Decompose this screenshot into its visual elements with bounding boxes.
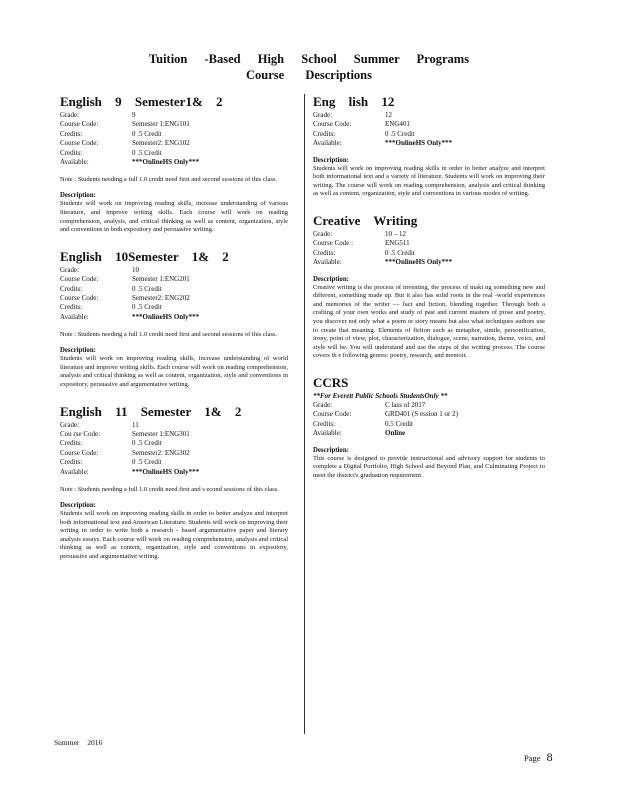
footer-date: Summer 2016	[54, 738, 103, 747]
info-row: Available: ***OnlineHS Only***	[313, 258, 453, 267]
course-description: This course is designed to provide instructional and advisory support for students to complete a Digital Portfolio, High School and Beyond Plan, and Culminating Project to meet the district's graduation requirement.	[313, 454, 545, 479]
course-title: CCRS	[313, 374, 349, 390]
course-title: English 9 Semester1& 2	[60, 94, 223, 109]
description-label: Description:	[313, 275, 349, 283]
description-label: Description:	[60, 347, 96, 355]
page-header	[0, 52, 618, 83]
course-description: Creative writing is the process of inventing, the process of maki ng something new and different, something made up. But it also has solid roots in the real -world experiences and memories of the writer — fact and fiction, blending together. Through both a crafting of your own works and study of past and current masters of prose and poetry, you discover not only what a poem or story means but also what techniques authors use to create that meaning. Elements of fiction such as metaphor, simile, personification, irony, point of view, plot, characterization, dialogue, scene, narration, theme, voice, and style will be. You will understand and use the steps of the writing process. The course covers th e following genres: poetry, research, and memoir.	[313, 283, 545, 360]
course-creative-writing	[313, 213, 545, 361]
course-description: Students will work on improving reading skills, increase understanding of various literature, and improve writing skills. Each course will work on reading comprehension, analysis, and critical thinking as well as content, organization, style and conventions in both expository and persuasive writing.	[60, 200, 288, 234]
right-column	[313, 94, 545, 494]
description-label: Description:	[60, 502, 96, 510]
course-ccrs	[313, 375, 545, 480]
course-description: Students will work on improving reading skills, increase understanding of world literature and improve writing skills. Each course will work on reading comprehension, analysis and critical thinking as well as content, organization, style and conventions in expository, persuasive and argumentative writing.	[60, 355, 288, 389]
info-row: Course Code : ENG511	[313, 239, 410, 248]
info-row: Available: ***OnlineHS Only***	[60, 158, 200, 167]
course-description: Students will work on improving reading skills in order to better analyze and interpret both informational text and a variety of literature. Students will work on improving their writing. The course will work on reading comprehension, analysis and critical thinking as well as content, organization, style and conventions in various modes of writing.	[313, 164, 545, 198]
info-row: Grade: 11	[60, 420, 139, 429]
info-row: Course Code: Semester2: ENG202	[60, 294, 190, 303]
info-row: Credits: 0.5 Credit	[313, 419, 413, 428]
page-number	[524, 750, 553, 765]
description-label: Description:	[313, 156, 349, 164]
page-number-value: 8	[546, 750, 553, 764]
course-title: English 10Semester 1& 2	[60, 248, 229, 264]
info-row: Available: ***OnlineHS Only***	[313, 139, 453, 148]
info-row: Course Code: Semester 1:ENG201	[60, 275, 190, 284]
info-row: Credits: 0 .5 Credit	[313, 129, 415, 138]
course-description: Students will work on improving reading skills in order to better analyze and interpret both informational text and American Literature. Students will work on improving their writing in order to write both a research - based argumentative paper and literary analysis essays. Each course will work on reading comprehension, analysis and critical thinking as well as content, organization, style and conventions in expository, persuasive and argumentative writing.	[60, 510, 288, 561]
left-column	[60, 94, 288, 576]
course-note: Note : Students needing a full 1.0 credit need first and s econd sessions of this class.	[60, 486, 279, 494]
header-title: Tuition -Based High School Summer Programs	[148, 52, 470, 66]
info-row: Credits: 0 .5 Credit	[60, 458, 162, 467]
info-row: Cou rse Code: Semester 1:ENG301	[60, 430, 190, 439]
info-row: Grade: C lass of 2017	[313, 400, 426, 409]
info-row: Course Code: ENG401	[313, 120, 410, 129]
description-label: Description:	[313, 446, 349, 454]
info-row: Credits: 0 .5 Credit	[60, 148, 162, 157]
info-row: Grade: 10 – 12	[313, 230, 406, 238]
course-note: Note : Students needing a full 1.0 credit need first and second sessions of this class.	[60, 331, 278, 339]
course-english-10	[60, 249, 288, 390]
course-subtitle: **For Everett Public Schools StudentsOnly **	[313, 391, 448, 400]
info-row: Credits: 0 .5 Credit	[313, 248, 415, 257]
info-row: Credits: 0 .5 Credit	[60, 284, 162, 293]
info-row: Course Code: Semester2: ENG102	[60, 139, 190, 148]
column-divider	[304, 94, 305, 734]
course-title: Creative Writing	[313, 213, 418, 228]
course-title: English 11 Semester 1& 2	[60, 403, 242, 419]
info-row: Available: ***OnlineHS Only***	[60, 467, 200, 476]
info-row: Available: ***OnlineHS Only***	[60, 312, 200, 321]
info-row: Grade: 9	[60, 111, 136, 119]
info-row: Course Code: Semester2: ENG302	[60, 448, 190, 457]
course-english-9	[60, 94, 288, 235]
info-row: Available: Online	[313, 429, 406, 438]
info-row: Credits: 0 .5 Credit	[60, 129, 162, 138]
description-label: Description:	[60, 192, 96, 200]
info-row: Course Code: GRD401 (S ession 1 or 2)	[313, 410, 458, 419]
info-row: Credits: 0 .5 Credit	[60, 303, 162, 312]
info-row: Credits: 0 .5 Credit	[60, 439, 162, 448]
page-label: Page	[524, 753, 541, 763]
info-row: Grade: 10	[60, 265, 139, 274]
course-english-11	[60, 404, 288, 562]
header-subtitle: Course Descriptions	[246, 68, 372, 82]
course-note: Note : Students needing a full 1.0 credit need first and second sessions of this class.	[60, 176, 278, 184]
course-english-12	[313, 94, 545, 199]
info-row: Course Code: Semester 1:ENG101	[60, 120, 190, 129]
course-title: Eng lish 12	[313, 94, 395, 109]
info-row: Grade: 12	[313, 111, 392, 119]
